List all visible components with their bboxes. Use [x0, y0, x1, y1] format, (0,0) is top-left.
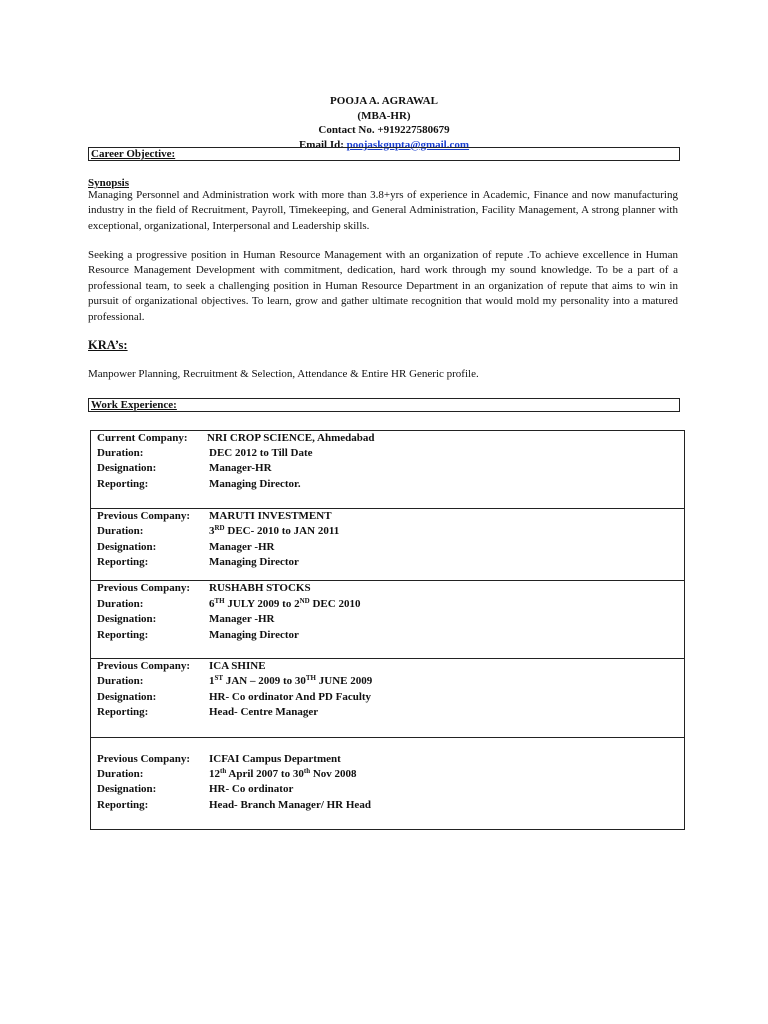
duration-label: Duration:: [97, 598, 144, 610]
designation-label: Designation:: [97, 613, 157, 625]
designation-label: Designation:: [97, 783, 157, 795]
reporting-value: Managing Director: [209, 629, 299, 641]
qualification: (MBA-HR): [357, 109, 411, 122]
reporting-label: Reporting:: [97, 799, 149, 811]
work-experience-table: [90, 430, 685, 830]
candidate-name: POOJA A. AGRAWAL: [330, 95, 438, 107]
reporting-value: Managing Director.: [209, 478, 301, 490]
entry-divider: [91, 737, 684, 738]
duration-label: Duration:: [97, 768, 144, 780]
email-label: Email Id:: [298, 138, 344, 151]
reporting-value: Managing Director: [209, 556, 299, 568]
work-experience-heading: Work Experience:: [88, 398, 680, 412]
reporting-label: Reporting:: [97, 478, 149, 490]
duration-label: Duration:: [97, 447, 144, 459]
contact-number: +919227580679: [377, 124, 450, 136]
duration-value: 12th April 2007 to 30th Nov 2008: [209, 767, 357, 780]
reporting-label: Reporting:: [97, 629, 149, 641]
company-label: Previous Company:: [97, 582, 190, 594]
designation-label: Designation:: [97, 541, 157, 553]
email-link[interactable]: poojaskgupta@gmail.com: [346, 138, 470, 151]
duration-value: 6TH JULY 2009 to 2ND DEC 2010: [209, 597, 361, 610]
duration-label: Duration:: [97, 525, 144, 537]
designation-value: HR- Co ordinator: [209, 783, 294, 795]
duration-value: 1ST JAN – 2009 to 30TH JUNE 2009: [209, 674, 373, 687]
reporting-value: Head- Branch Manager/ HR Head: [209, 799, 371, 811]
duration-value: 3RD DEC- 2010 to JAN 2011: [209, 524, 340, 537]
company-value: ICA SHINE: [209, 660, 266, 672]
objective-text: Seeking a progressive position in Human Resource Management with an organization of repute .To achieve excellence in Human Resource Management Development with commitment, dedication, hard work through my sound knowledge. To be a part of a professional team, to seek a challenging position in Human Resource Department in an organization of repute that aims to win in pursuit of organizational objectives. To learn, grow and gather ultimate recognition that would mold my personality into a matured professional.: [88, 249, 678, 323]
company-label: Current Company:: [97, 432, 188, 444]
company-value: ICFAI Campus Department: [209, 753, 341, 765]
contact-line: [0, 123, 768, 138]
kra-text: Manpower Planning, Recruitment & Selection, Attendance & Entire HR Generic profile.: [88, 368, 479, 380]
designation-value: HR- Co ordinator And PD Faculty: [209, 691, 372, 703]
designation-value: Manager -HR: [209, 541, 275, 553]
company-label: Previous Company:: [97, 753, 190, 765]
kra-heading: KRA’s:: [88, 338, 128, 352]
duration-value: DEC 2012 to Till Date: [209, 447, 313, 459]
synopsis-heading: Synopsis: [88, 177, 129, 189]
designation-label: Designation:: [97, 462, 157, 474]
reporting-label: Reporting:: [97, 556, 149, 568]
company-label: Previous Company:: [97, 660, 190, 672]
designation-value: Manager-HR: [209, 462, 272, 474]
designation-value: Manager -HR: [209, 613, 275, 625]
duration-label: Duration:: [97, 675, 144, 687]
company-value: RUSHABH STOCKS: [209, 582, 311, 594]
contact-label: Contact No.: [318, 124, 375, 136]
career-objective-heading: Career Objective:: [88, 147, 680, 161]
synopsis-text: Managing Personnel and Administration work with more than 3.8+yrs of experience in Academic, Finance and now manufacturing industry in the field of Recruitment, Payroll, Timekeeping, and General Administration, Facility Management, A strong planner with exceptional, organizational, Interpersonal and Leadership skills.: [88, 189, 678, 232]
company-value: MARUTI INVESTMENT: [209, 510, 332, 522]
resume-header: [0, 94, 768, 152]
reporting-value: Head- Centre Manager: [209, 706, 319, 718]
company-value: NRI CROP SCIENCE, Ahmedabad: [207, 432, 375, 444]
reporting-label: Reporting:: [97, 706, 149, 718]
company-label: Previous Company:: [97, 510, 190, 522]
designation-label: Designation:: [97, 691, 157, 703]
